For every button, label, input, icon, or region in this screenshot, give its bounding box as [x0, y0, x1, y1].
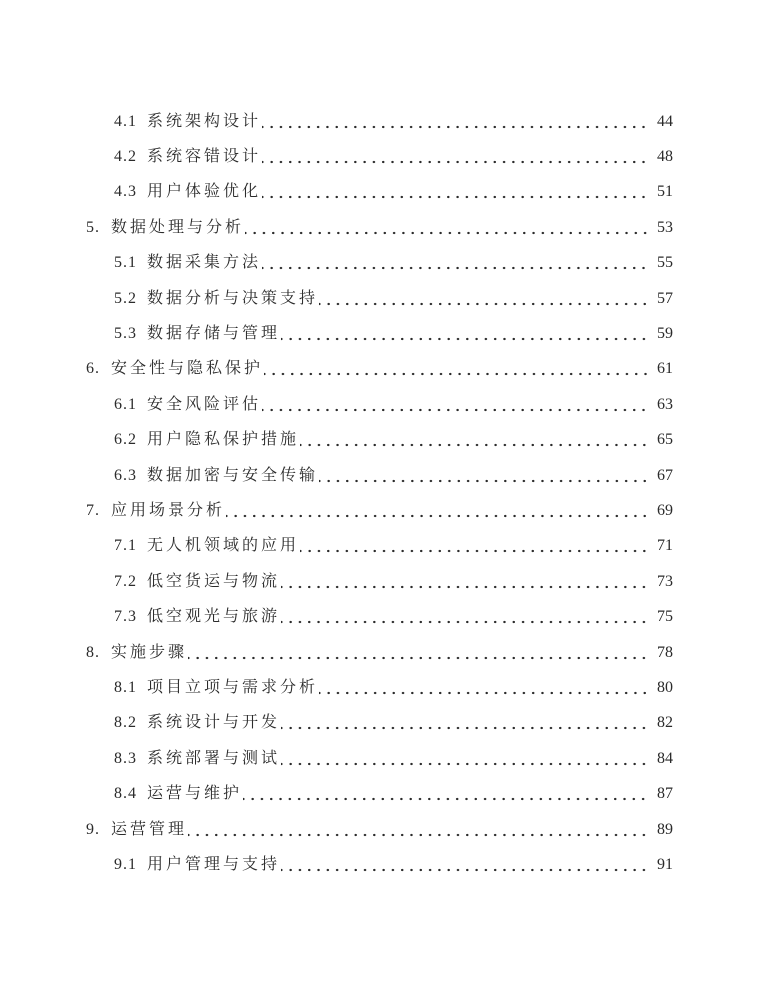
- toc-entry[interactable]: [86, 493, 673, 528]
- toc-entry-page: 91: [657, 855, 673, 873]
- toc-dot-leader: [262, 253, 649, 273]
- toc-entry[interactable]: [114, 458, 673, 493]
- toc-entry-title: 系统容错设计: [147, 148, 262, 166]
- toc-entry-number: 5.: [86, 218, 100, 236]
- toc-entry-title: 用户隐私保护措施: [147, 431, 300, 449]
- toc-entry-number: 8.4: [114, 785, 137, 803]
- toc-entry-page: 71: [657, 537, 673, 555]
- toc-entry[interactable]: [114, 529, 673, 564]
- toc-entry-number: 4.3: [114, 183, 137, 201]
- toc-dot-leader: [319, 466, 649, 486]
- toc-entry-number: 7.1: [114, 537, 137, 555]
- toc-entry-number: 6.2: [114, 431, 137, 449]
- toc-entry[interactable]: [114, 670, 673, 705]
- toc-entry[interactable]: [86, 812, 673, 847]
- toc-entry-title: 数据采集方法: [147, 254, 262, 272]
- toc-dot-leader: [281, 749, 649, 769]
- toc-dot-leader: [300, 536, 649, 556]
- toc-entry[interactable]: [114, 423, 673, 458]
- toc-entry-number: 7.2: [114, 572, 137, 590]
- toc-entry-page: 73: [657, 572, 673, 590]
- toc-entry-page: 69: [657, 501, 673, 519]
- toc-entry-page: 44: [657, 112, 673, 130]
- toc-entry-title: 数据加密与安全传输: [147, 466, 319, 484]
- toc-entry-title: 低空观光与旅游: [147, 608, 281, 626]
- toc-entry-number: 7.: [86, 501, 100, 519]
- toc-dot-leader: [262, 147, 649, 167]
- toc-entry-number: 4.1: [114, 112, 137, 130]
- toc-entry-number: 6.3: [114, 466, 137, 484]
- toc-entry[interactable]: [114, 741, 673, 776]
- toc-dot-leader: [281, 855, 649, 875]
- toc-entry-page: 61: [657, 360, 673, 378]
- toc-dot-leader: [300, 430, 649, 450]
- toc-entry-page: 48: [657, 148, 673, 166]
- toc-entry-page: 65: [657, 431, 673, 449]
- toc-entry-number: 9.: [86, 820, 100, 838]
- toc-entry-page: 67: [657, 466, 673, 484]
- toc-entry-page: 53: [657, 218, 673, 236]
- toc-entry-title: 用户体验优化: [147, 183, 262, 201]
- toc-dot-leader: [264, 359, 649, 379]
- toc-entry[interactable]: [114, 564, 673, 599]
- toc-entry[interactable]: [114, 387, 673, 422]
- toc-entry-page: 57: [657, 289, 673, 307]
- toc-entry-title: 运营管理: [111, 820, 188, 838]
- toc-entry-title: 系统架构设计: [147, 112, 262, 130]
- toc-entry[interactable]: [114, 776, 673, 811]
- toc-dot-leader: [319, 289, 649, 309]
- toc-entry[interactable]: [114, 316, 673, 351]
- toc-entry[interactable]: [114, 104, 673, 139]
- toc-entry-page: 82: [657, 714, 673, 732]
- toc-entry[interactable]: [114, 281, 673, 316]
- toc-dot-leader: [243, 784, 649, 804]
- toc-entry[interactable]: [86, 352, 673, 387]
- toc-entry-number: 8.2: [114, 714, 137, 732]
- toc-entry-number: 7.3: [114, 608, 137, 626]
- toc-dot-leader: [226, 501, 649, 521]
- table-of-contents: [86, 104, 673, 883]
- toc-entry-number: 4.2: [114, 148, 137, 166]
- toc-entry-number: 5.1: [114, 254, 137, 272]
- toc-entry[interactable]: [114, 246, 673, 281]
- toc-entry[interactable]: [114, 847, 673, 882]
- toc-entry-title: 运营与维护: [147, 785, 243, 803]
- toc-entry-title: 系统设计与开发: [147, 714, 281, 732]
- toc-entry-page: 75: [657, 608, 673, 626]
- toc-entry-page: 51: [657, 183, 673, 201]
- toc-entry-page: 59: [657, 325, 673, 343]
- toc-entry-title: 安全性与隐私保护: [111, 360, 264, 378]
- toc-entry-page: 80: [657, 678, 673, 696]
- toc-entry[interactable]: [86, 210, 673, 245]
- toc-dot-leader: [281, 572, 649, 592]
- toc-entry-title: 用户管理与支持: [147, 855, 281, 873]
- toc-dot-leader: [262, 182, 649, 202]
- toc-entry-page: 89: [657, 820, 673, 838]
- toc-entry-number: 5.2: [114, 289, 137, 307]
- toc-entry-title: 数据处理与分析: [111, 218, 245, 236]
- toc-entry-number: 5.3: [114, 325, 137, 343]
- toc-dot-leader: [281, 324, 649, 344]
- toc-entry[interactable]: [114, 175, 673, 210]
- toc-entry[interactable]: [114, 139, 673, 174]
- toc-entry-number: 6.1: [114, 395, 137, 413]
- toc-dot-leader: [262, 112, 649, 132]
- toc-entry-page: 63: [657, 395, 673, 413]
- toc-entry-page: 84: [657, 749, 673, 767]
- toc-entry-number: 6.: [86, 360, 100, 378]
- toc-entry-number: 8.1: [114, 678, 137, 696]
- toc-entry-title: 无人机领域的应用: [147, 537, 300, 555]
- toc-entry-title: 数据存储与管理: [147, 325, 281, 343]
- toc-entry-number: 8.: [86, 643, 100, 661]
- toc-dot-leader: [281, 713, 649, 733]
- toc-entry-title: 安全风险评估: [147, 395, 262, 413]
- toc-entry-page: 78: [657, 643, 673, 661]
- toc-entry-number: 9.1: [114, 855, 137, 873]
- toc-entry-title: 应用场景分析: [111, 501, 226, 519]
- toc-entry-number: 8.3: [114, 749, 137, 767]
- toc-entry-title: 系统部署与测试: [147, 749, 281, 767]
- toc-dot-leader: [319, 678, 649, 698]
- toc-entry-title: 数据分析与决策支持: [147, 289, 319, 307]
- toc-dot-leader: [281, 607, 649, 627]
- toc-dot-leader: [262, 395, 649, 415]
- toc-entry-page: 55: [657, 254, 673, 272]
- toc-entry-title: 项目立项与需求分析: [147, 678, 319, 696]
- toc-entry-page: 87: [657, 785, 673, 803]
- toc-entry[interactable]: [86, 635, 673, 670]
- toc-entry-title: 低空货运与物流: [147, 572, 281, 590]
- toc-entry[interactable]: [114, 706, 673, 741]
- toc-entry[interactable]: [114, 599, 673, 634]
- toc-entry-title: 实施步骤: [111, 643, 188, 661]
- toc-dot-leader: [188, 643, 649, 663]
- toc-dot-leader: [245, 218, 649, 238]
- toc-dot-leader: [188, 820, 649, 840]
